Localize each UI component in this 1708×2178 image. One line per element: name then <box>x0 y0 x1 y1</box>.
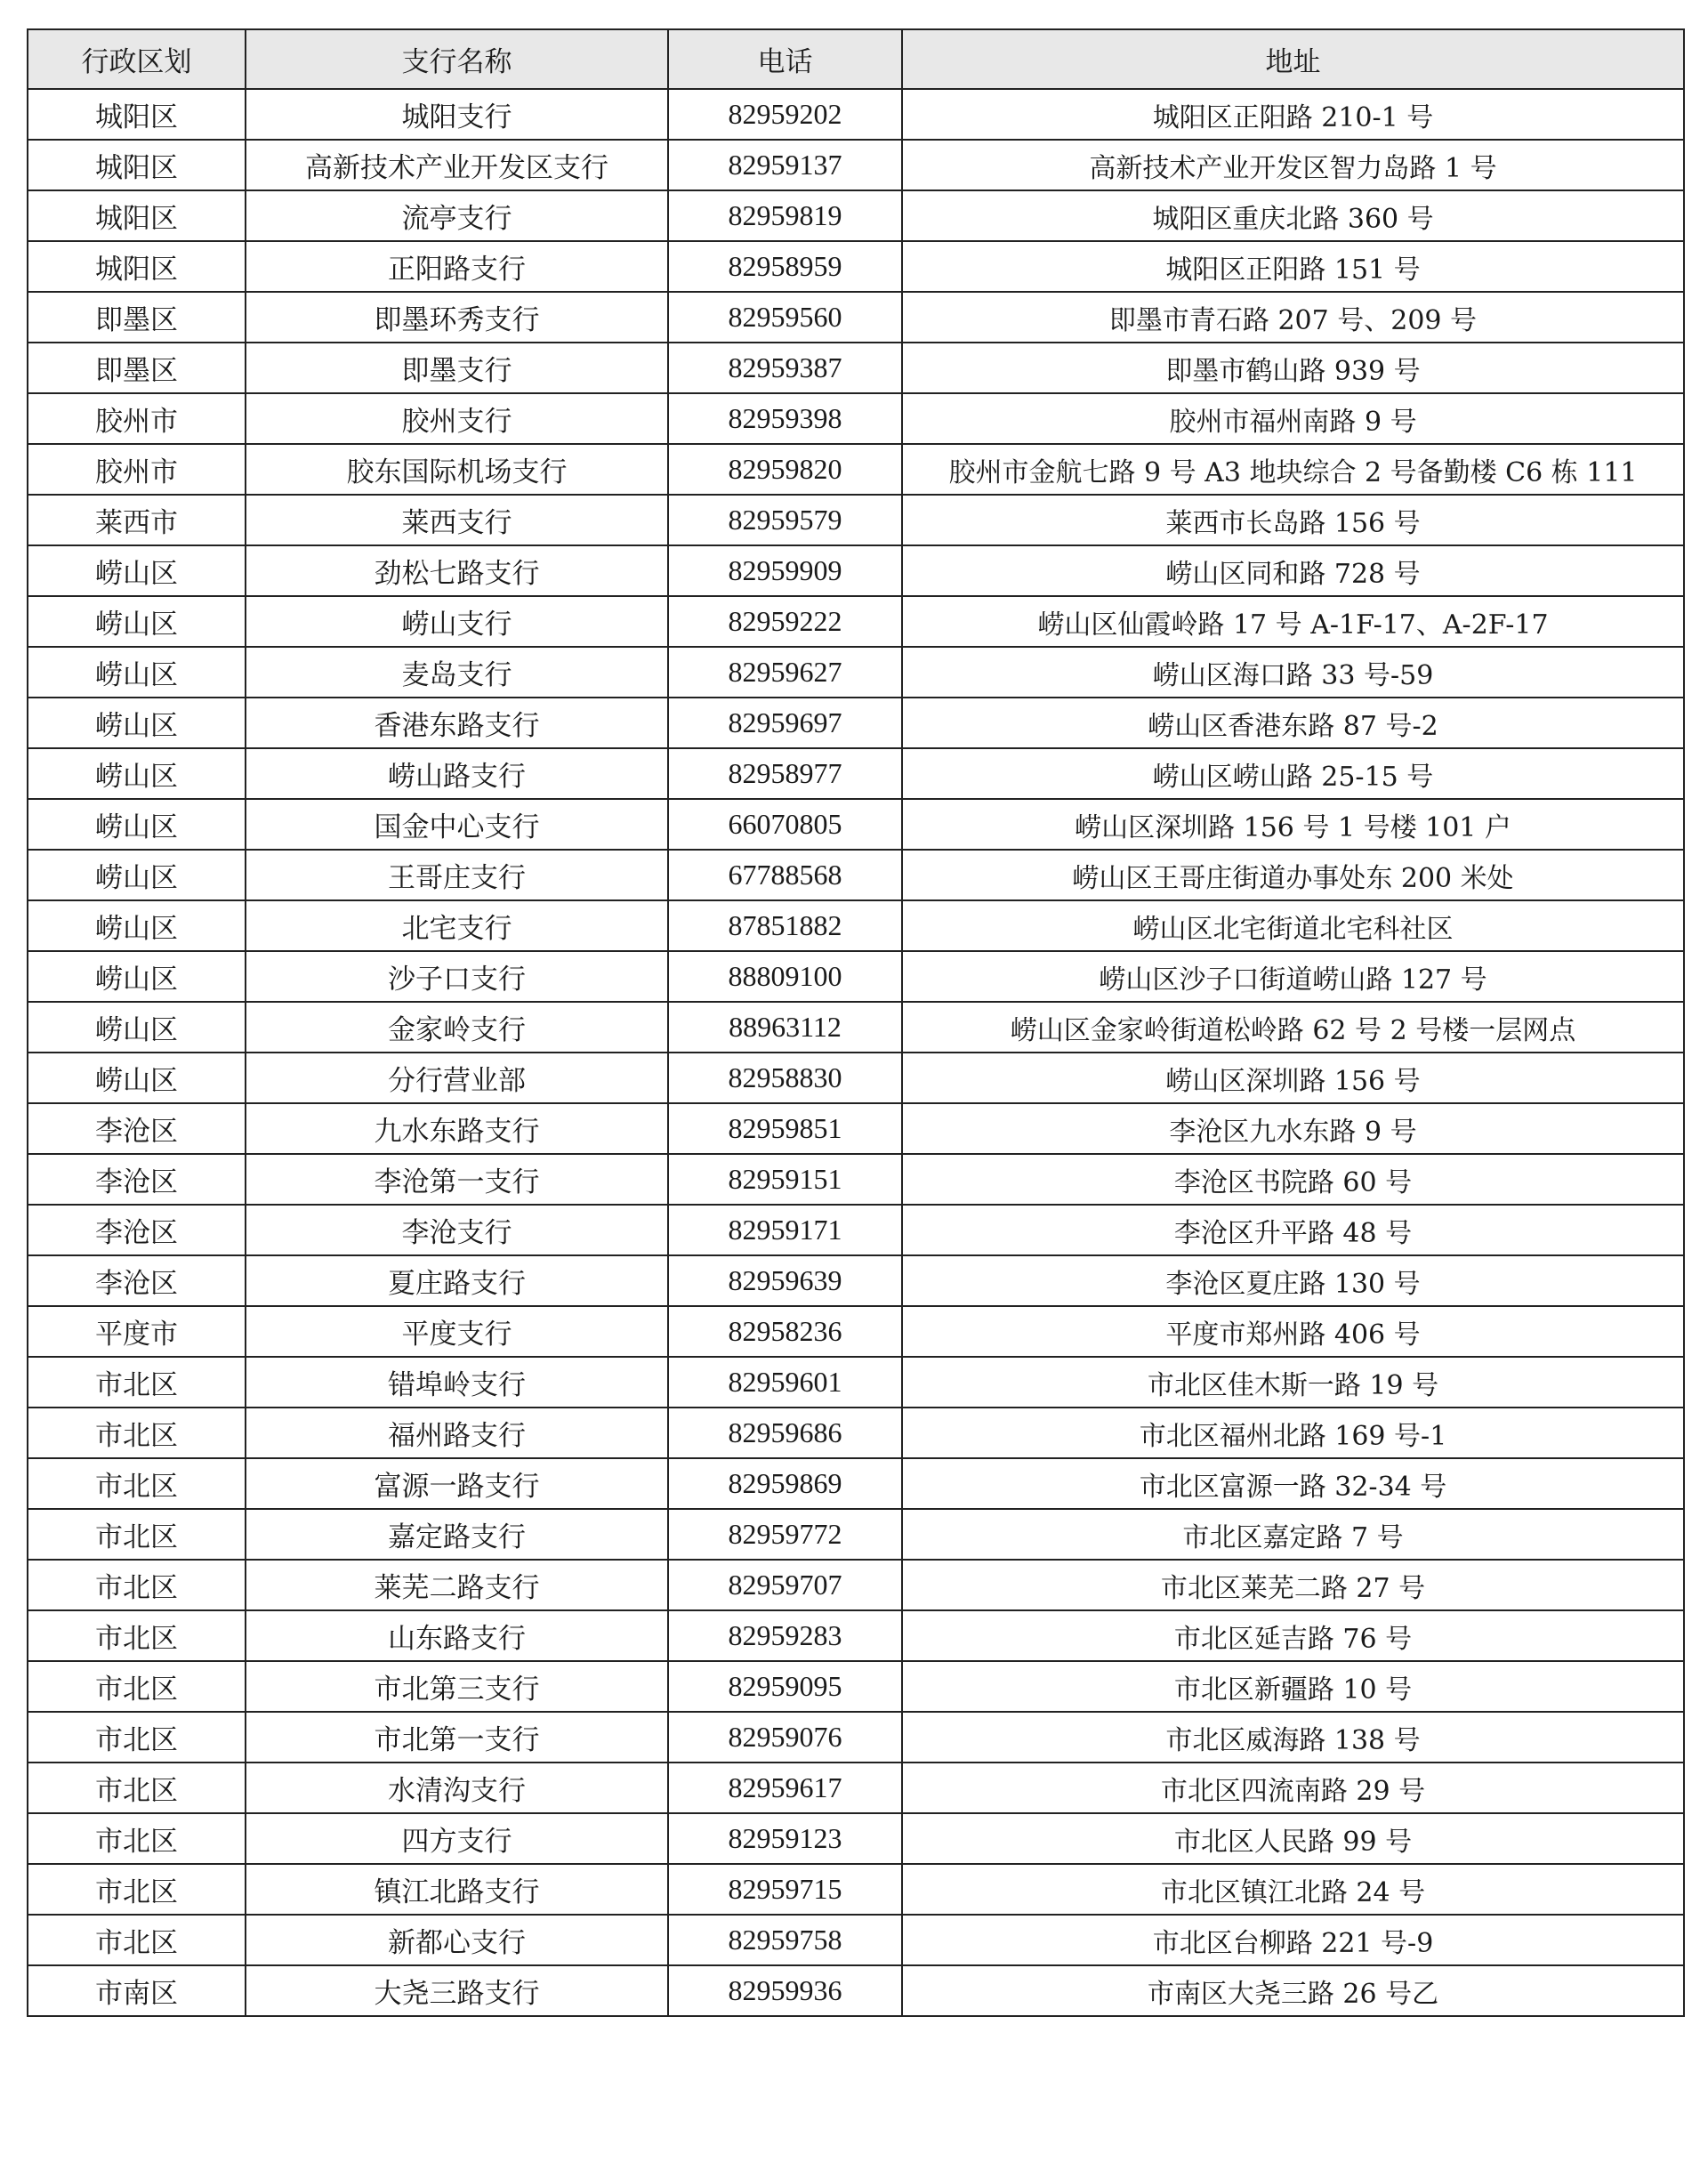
branch-name-cell: 高新技术产业开发区支行 <box>246 140 668 190</box>
phone-cell: 82959707 <box>668 1560 902 1610</box>
address-cell: 崂山区沙子口街道崂山路 127 号 <box>902 951 1684 1002</box>
phone-cell: 82959639 <box>668 1255 902 1306</box>
district-cell: 崂山区 <box>28 1053 246 1103</box>
address-cell: 市北区台柳路 221 号-9 <box>902 1915 1684 1965</box>
district-cell: 胶州市 <box>28 393 246 444</box>
branch-name-cell: 莱芜二路支行 <box>246 1560 668 1610</box>
district-cell: 城阳区 <box>28 140 246 190</box>
phone-cell: 82959758 <box>668 1915 902 1965</box>
district-cell: 市北区 <box>28 1610 246 1661</box>
district-cell: 市北区 <box>28 1712 246 1763</box>
table-row <box>28 1205 1684 1255</box>
phone-cell: 82958236 <box>668 1306 902 1357</box>
address-cell: 崂山区深圳路 156 号 1 号楼 101 户 <box>902 799 1684 850</box>
table-row <box>28 799 1684 850</box>
phone-cell: 82958977 <box>668 748 902 799</box>
address-cell: 胶州市金航七路 9 号 A3 地块综合 2 号备勤楼 C6 栋 111 <box>902 444 1684 495</box>
district-cell: 市北区 <box>28 1864 246 1915</box>
header-row <box>28 29 1684 89</box>
district-cell: 市北区 <box>28 1458 246 1509</box>
branch-name-cell: 莱西支行 <box>246 495 668 545</box>
phone-cell: 66070805 <box>668 799 902 850</box>
address-cell: 即墨市青石路 207 号、209 号 <box>902 292 1684 343</box>
table-row <box>28 850 1684 900</box>
header-district: 行政区划 <box>28 29 246 89</box>
address-cell: 市北区莱芜二路 27 号 <box>902 1560 1684 1610</box>
branch-name-cell: 分行营业部 <box>246 1053 668 1103</box>
table-row <box>28 1509 1684 1560</box>
address-cell: 市北区嘉定路 7 号 <box>902 1509 1684 1560</box>
phone-cell: 82959601 <box>668 1357 902 1408</box>
phone-cell: 82959869 <box>668 1458 902 1509</box>
address-cell: 莱西市长岛路 156 号 <box>902 495 1684 545</box>
address-cell: 崂山区金家岭街道松岭路 62 号 2 号楼一层网点 <box>902 1002 1684 1053</box>
table-row <box>28 1712 1684 1763</box>
phone-cell: 82959095 <box>668 1661 902 1712</box>
district-cell: 市北区 <box>28 1357 246 1408</box>
address-cell: 市南区大尧三路 26 号乙 <box>902 1965 1684 2016</box>
address-cell: 城阳区正阳路 151 号 <box>902 241 1684 292</box>
address-cell: 李沧区书院路 60 号 <box>902 1154 1684 1205</box>
district-cell: 市北区 <box>28 1560 246 1610</box>
district-cell: 李沧区 <box>28 1255 246 1306</box>
address-cell: 城阳区重庆北路 360 号 <box>902 190 1684 241</box>
branch-name-cell: 崂山路支行 <box>246 748 668 799</box>
address-cell: 崂山区香港东路 87 号-2 <box>902 698 1684 748</box>
table-row <box>28 1053 1684 1103</box>
table-row <box>28 545 1684 596</box>
branch-table <box>27 28 1685 2017</box>
table-row <box>28 1002 1684 1053</box>
header-phone: 电话 <box>668 29 902 89</box>
table-header <box>28 29 1684 89</box>
branch-name-cell: 山东路支行 <box>246 1610 668 1661</box>
district-cell: 即墨区 <box>28 292 246 343</box>
table-row <box>28 241 1684 292</box>
phone-cell: 82959686 <box>668 1408 902 1458</box>
address-cell: 崂山区同和路 728 号 <box>902 545 1684 596</box>
address-cell: 崂山区仙霞岭路 17 号 A-1F-17、A-2F-17 <box>902 596 1684 647</box>
district-cell: 城阳区 <box>28 89 246 140</box>
phone-cell: 82959137 <box>668 140 902 190</box>
table-row <box>28 1255 1684 1306</box>
address-cell: 市北区富源一路 32-34 号 <box>902 1458 1684 1509</box>
district-cell: 市北区 <box>28 1661 246 1712</box>
phone-cell: 82958959 <box>668 241 902 292</box>
table-row <box>28 748 1684 799</box>
district-cell: 李沧区 <box>28 1154 246 1205</box>
phone-cell: 82959202 <box>668 89 902 140</box>
district-cell: 崂山区 <box>28 545 246 596</box>
table-row <box>28 190 1684 241</box>
branch-name-cell: 香港东路支行 <box>246 698 668 748</box>
branch-name-cell: 四方支行 <box>246 1813 668 1864</box>
table-row <box>28 900 1684 951</box>
district-cell: 崂山区 <box>28 900 246 951</box>
address-cell: 李沧区九水东路 9 号 <box>902 1103 1684 1154</box>
district-cell: 崂山区 <box>28 698 246 748</box>
table-row <box>28 951 1684 1002</box>
phone-cell: 82959076 <box>668 1712 902 1763</box>
district-cell: 李沧区 <box>28 1103 246 1154</box>
phone-cell: 82959715 <box>668 1864 902 1915</box>
branch-name-cell: 嘉定路支行 <box>246 1509 668 1560</box>
table-row <box>28 444 1684 495</box>
phone-cell: 82959617 <box>668 1763 902 1813</box>
branch-name-cell: 城阳支行 <box>246 89 668 140</box>
phone-cell: 82959772 <box>668 1509 902 1560</box>
district-cell: 市北区 <box>28 1915 246 1965</box>
branch-name-cell: 即墨环秀支行 <box>246 292 668 343</box>
table-row <box>28 1560 1684 1610</box>
table-row <box>28 89 1684 140</box>
table-row <box>28 140 1684 190</box>
address-cell: 市北区镇江北路 24 号 <box>902 1864 1684 1915</box>
branch-name-cell: 福州路支行 <box>246 1408 668 1458</box>
branch-name-cell: 大尧三路支行 <box>246 1965 668 2016</box>
district-cell: 市北区 <box>28 1813 246 1864</box>
branch-name-cell: 夏庄路支行 <box>246 1255 668 1306</box>
address-cell: 崂山区王哥庄街道办事处东 200 米处 <box>902 850 1684 900</box>
branch-name-cell: 李沧支行 <box>246 1205 668 1255</box>
district-cell: 平度市 <box>28 1306 246 1357</box>
address-cell: 崂山区海口路 33 号-59 <box>902 647 1684 698</box>
branch-name-cell: 市北第三支行 <box>246 1661 668 1712</box>
table-row <box>28 1965 1684 2016</box>
phone-cell: 82959936 <box>668 1965 902 2016</box>
table-row <box>28 1915 1684 1965</box>
branch-name-cell: 李沧第一支行 <box>246 1154 668 1205</box>
table-row <box>28 647 1684 698</box>
table-row <box>28 1661 1684 1712</box>
table-row <box>28 1306 1684 1357</box>
table-row <box>28 1763 1684 1813</box>
district-cell: 莱西市 <box>28 495 246 545</box>
phone-cell: 88963112 <box>668 1002 902 1053</box>
district-cell: 李沧区 <box>28 1205 246 1255</box>
address-cell: 高新技术产业开发区智力岛路 1 号 <box>902 140 1684 190</box>
branch-name-cell: 沙子口支行 <box>246 951 668 1002</box>
district-cell: 崂山区 <box>28 951 246 1002</box>
address-cell: 市北区福州北路 169 号-1 <box>902 1408 1684 1458</box>
branch-name-cell: 水清沟支行 <box>246 1763 668 1813</box>
address-cell: 市北区四流南路 29 号 <box>902 1763 1684 1813</box>
table-row <box>28 1813 1684 1864</box>
district-cell: 城阳区 <box>28 241 246 292</box>
table-row <box>28 596 1684 647</box>
phone-cell: 82959819 <box>668 190 902 241</box>
branch-name-cell: 即墨支行 <box>246 343 668 393</box>
address-cell: 市北区新疆路 10 号 <box>902 1661 1684 1712</box>
district-cell: 城阳区 <box>28 190 246 241</box>
address-cell: 即墨市鹤山路 939 号 <box>902 343 1684 393</box>
branch-name-cell: 国金中心支行 <box>246 799 668 850</box>
branch-name-cell: 市北第一支行 <box>246 1712 668 1763</box>
phone-cell: 82959851 <box>668 1103 902 1154</box>
phone-cell: 82959123 <box>668 1813 902 1864</box>
phone-cell: 82959398 <box>668 393 902 444</box>
branch-name-cell: 富源一路支行 <box>246 1458 668 1509</box>
table-row <box>28 393 1684 444</box>
address-cell: 李沧区夏庄路 130 号 <box>902 1255 1684 1306</box>
branch-name-cell: 正阳路支行 <box>246 241 668 292</box>
table-row <box>28 1864 1684 1915</box>
district-cell: 胶州市 <box>28 444 246 495</box>
district-cell: 市北区 <box>28 1763 246 1813</box>
phone-cell: 67788568 <box>668 850 902 900</box>
phone-cell: 82959387 <box>668 343 902 393</box>
district-cell: 市北区 <box>28 1408 246 1458</box>
phone-cell: 82959820 <box>668 444 902 495</box>
table-row <box>28 698 1684 748</box>
phone-cell: 82959579 <box>668 495 902 545</box>
address-cell: 李沧区升平路 48 号 <box>902 1205 1684 1255</box>
address-cell: 市北区延吉路 76 号 <box>902 1610 1684 1661</box>
district-cell: 崂山区 <box>28 647 246 698</box>
district-cell: 即墨区 <box>28 343 246 393</box>
branch-name-cell: 麦岛支行 <box>246 647 668 698</box>
address-cell: 崂山区深圳路 156 号 <box>902 1053 1684 1103</box>
district-cell: 崂山区 <box>28 1002 246 1053</box>
address-cell: 市北区威海路 138 号 <box>902 1712 1684 1763</box>
phone-cell: 87851882 <box>668 900 902 951</box>
address-cell: 崂山区北宅街道北宅科社区 <box>902 900 1684 951</box>
phone-cell: 82958830 <box>668 1053 902 1103</box>
branch-name-cell: 崂山支行 <box>246 596 668 647</box>
branch-name-cell: 错埠岭支行 <box>246 1357 668 1408</box>
district-cell: 市北区 <box>28 1509 246 1560</box>
table-row <box>28 1408 1684 1458</box>
table-row <box>28 495 1684 545</box>
table-row <box>28 292 1684 343</box>
table-body <box>28 89 1684 2016</box>
address-cell: 平度市郑州路 406 号 <box>902 1306 1684 1357</box>
branch-name-cell: 平度支行 <box>246 1306 668 1357</box>
address-cell: 市北区佳木斯一路 19 号 <box>902 1357 1684 1408</box>
header-branch-name: 支行名称 <box>246 29 668 89</box>
table-row <box>28 1154 1684 1205</box>
phone-cell: 82959560 <box>668 292 902 343</box>
branch-name-cell: 新都心支行 <box>246 1915 668 1965</box>
branch-name-cell: 九水东路支行 <box>246 1103 668 1154</box>
phone-cell: 82959627 <box>668 647 902 698</box>
phone-cell: 82959222 <box>668 596 902 647</box>
district-cell: 崂山区 <box>28 850 246 900</box>
branch-name-cell: 流亭支行 <box>246 190 668 241</box>
table-row <box>28 1458 1684 1509</box>
district-cell: 市南区 <box>28 1965 246 2016</box>
phone-cell: 82959283 <box>668 1610 902 1661</box>
address-cell: 市北区人民路 99 号 <box>902 1813 1684 1864</box>
phone-cell: 82959697 <box>668 698 902 748</box>
branch-name-cell: 胶东国际机场支行 <box>246 444 668 495</box>
district-cell: 崂山区 <box>28 748 246 799</box>
phone-cell: 82959151 <box>668 1154 902 1205</box>
address-cell: 崂山区崂山路 25-15 号 <box>902 748 1684 799</box>
district-cell: 崂山区 <box>28 596 246 647</box>
phone-cell: 82959909 <box>668 545 902 596</box>
address-cell: 城阳区正阳路 210-1 号 <box>902 89 1684 140</box>
table-row <box>28 1357 1684 1408</box>
branch-name-cell: 北宅支行 <box>246 900 668 951</box>
district-cell: 崂山区 <box>28 799 246 850</box>
branch-directory-sheet <box>27 28 1683 2017</box>
phone-cell: 82959171 <box>668 1205 902 1255</box>
branch-name-cell: 王哥庄支行 <box>246 850 668 900</box>
table-row <box>28 1610 1684 1661</box>
branch-name-cell: 胶州支行 <box>246 393 668 444</box>
table-row <box>28 1103 1684 1154</box>
branch-name-cell: 金家岭支行 <box>246 1002 668 1053</box>
branch-name-cell: 镇江北路支行 <box>246 1864 668 1915</box>
table-row <box>28 343 1684 393</box>
header-address: 地址 <box>902 29 1684 89</box>
address-cell: 胶州市福州南路 9 号 <box>902 393 1684 444</box>
phone-cell: 88809100 <box>668 951 902 1002</box>
branch-name-cell: 劲松七路支行 <box>246 545 668 596</box>
